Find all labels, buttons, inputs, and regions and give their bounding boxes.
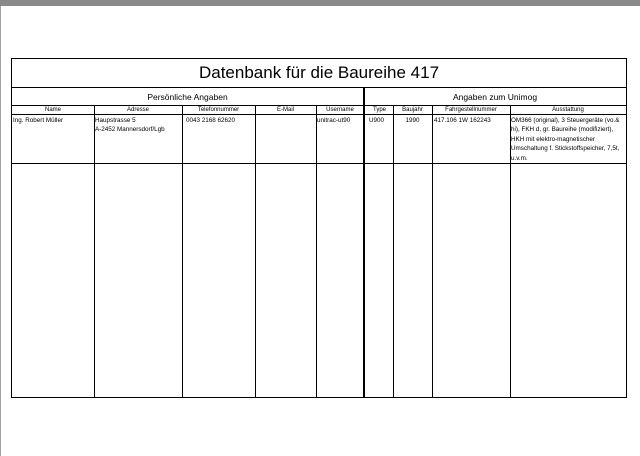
cell-type: U900 [369,117,385,124]
cell-name: Ing. Robert Müller [13,117,64,124]
address-line-1: Haupstrasse 5 [95,117,136,124]
col-header-username: Username [326,107,354,113]
window-left-border [0,6,1,456]
section-personal: Persönliche Angaben [12,88,364,106]
database-sheet [11,58,627,398]
page-title: Datenbank für die Baureihe 417 [12,59,626,88]
col-header-name: Name [44,107,61,113]
column-divider [393,106,394,397]
col-header-type: Type [372,107,386,113]
column-divider [255,106,256,397]
section-unimog: Angaben zum Unimog [364,88,626,106]
col-header-equipment: Ausstattung [552,107,584,113]
column-divider [316,106,317,397]
cell-chassis: 417.106 1W 162243 [434,117,491,124]
section-divider [363,88,365,397]
header-row [12,106,626,115]
column-divider [182,106,183,397]
col-header-year: Baujahr [402,107,423,113]
col-header-phone: Telefonnummer [197,107,240,113]
address-line-2: A-2452 Mannersdorf/Lgb [95,126,165,134]
cell-username: unitrac-ut90 [317,117,351,124]
column-divider [432,106,433,397]
window-top-border [0,0,640,6]
col-header-chassis: Fahrgestellnummer [445,107,497,113]
column-divider [94,106,95,397]
cell-year: 1990 [405,117,420,124]
cell-address [94,116,182,135]
cell-equipment: OM366 (original), 3 Steuergeräte (vo.& hi), FKH d, gr. Baureihe (modifiziert), HKH mit elektro-magnetischer Umschaltung f. Stickstoffspeicher, 7,5t, u.v.m. [511,117,620,162]
col-header-address: Adresse [126,107,149,113]
col-header-email: E-Mail [276,107,294,113]
cell-phone: 0043 2168 62620 [186,117,236,124]
row-divider [12,163,626,164]
